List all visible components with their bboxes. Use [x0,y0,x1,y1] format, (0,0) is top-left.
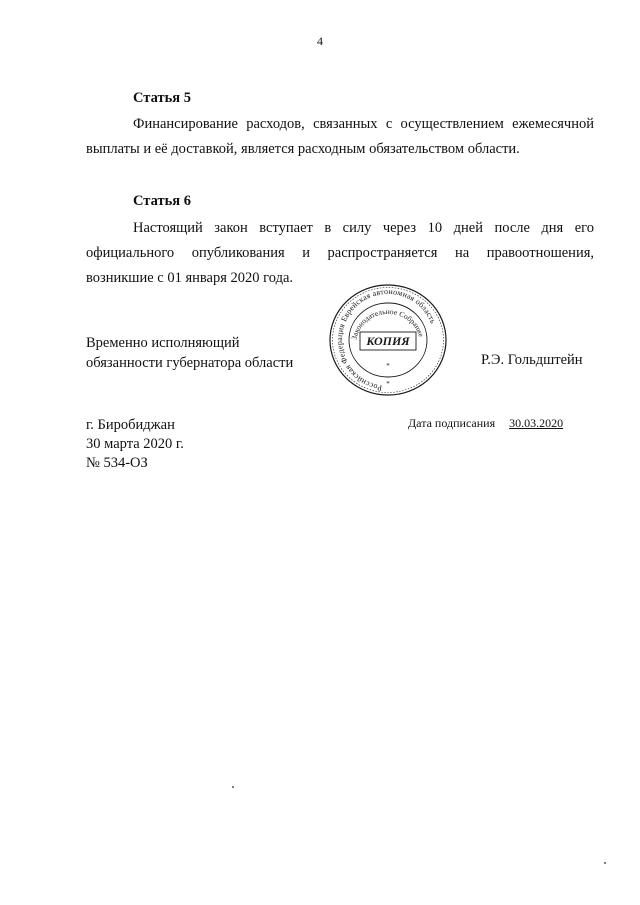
article-6-text: Настоящий закон вступает в силу через 10 дней после дня его официального опубликования и распространяется на правоотношения, возникшие с 01 января 2020 года. [86,220,594,286]
article-5-title: Статья 5 [133,90,191,106]
seal-inner-text: Законодательное Собрание [349,306,426,341]
article-6-title: Статья 6 [133,193,191,209]
seal-star-icon: * [386,362,390,370]
place-date: 30 марта 2020 г. [86,436,184,452]
signing-date-label: Дата подписания [408,416,496,430]
signatory-name: Р.Э. Гольдштейн [481,352,583,368]
seal-outer-text: Российская Федерация Еврейская автономная область [334,286,438,393]
scan-speck [604,862,606,864]
place-date-block [86,416,184,473]
signatory-position-line2: обязанности губернатора области [86,355,294,371]
signing-date [408,416,563,431]
scan-speck [232,786,234,788]
official-seal [326,282,450,398]
article-5-text: Финансирование расходов, связанных с осуществлением ежемесячной выплаты и её доставкой, является расходным обязательством области. [86,116,594,157]
page-number: 4 [317,34,323,48]
signatory-position [86,333,293,373]
signatory-position-line1: Временно исполняющий [86,335,240,351]
seal-star-icon: * [386,380,390,388]
seal-center-text: КОПИЯ [366,334,410,348]
place-city: г. Биробиджан [86,417,175,433]
law-number: № 534-ОЗ [86,455,148,471]
signing-date-value: 30.03.2020 [509,416,564,430]
